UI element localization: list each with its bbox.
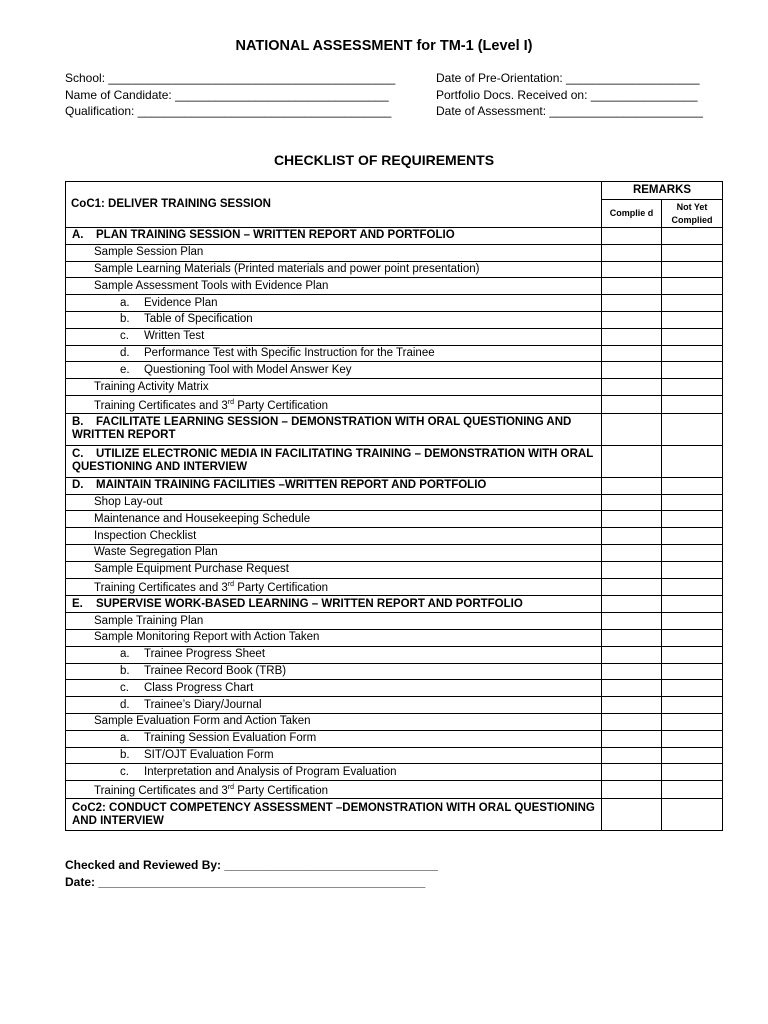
item-letter: b.: [120, 664, 130, 677]
not-yet-complied-checkbox-cell[interactable]: [662, 730, 723, 747]
requirement-text: Evidence Plan: [144, 296, 218, 309]
table-row: [66, 613, 723, 630]
requirement-text: Trainee’s Diary/Journal: [144, 698, 262, 711]
requirement-cell: [66, 311, 602, 328]
complied-checkbox-cell[interactable]: [602, 261, 662, 278]
complied-checkbox-cell[interactable]: [602, 362, 662, 379]
requirement-text: Sample Learning Materials (Printed materials and power point presentation): [94, 262, 480, 275]
requirement-text: Training Certificates and 3rd Party Certification: [94, 581, 328, 595]
not-yet-complied-checkbox-cell[interactable]: [662, 697, 723, 714]
not-yet-complied-checkbox-cell[interactable]: [662, 630, 723, 647]
item-letter: d.: [120, 698, 130, 711]
complied-checkbox-cell[interactable]: [602, 713, 662, 730]
not-yet-complied-checkbox-cell[interactable]: [662, 544, 723, 561]
requirement-text: Class Progress Chart: [144, 681, 254, 694]
item-letter: c.: [120, 330, 129, 343]
complied-checkbox-cell[interactable]: [602, 311, 662, 328]
complied-heading: Complie d: [602, 200, 662, 228]
requirement-text: CoC2: CONDUCT COMPETENCY ASSESSMENT –DEMONSTRATION WITH ORAL QUESTIONING AND INTERVIEW: [72, 801, 595, 827]
not-yet-complied-checkbox-cell[interactable]: [662, 494, 723, 511]
requirement-cell: [66, 544, 602, 561]
requirement-cell: [66, 328, 602, 345]
requirement-text: Performance Test with Specific Instruction for the Trainee: [144, 346, 435, 359]
requirement-text: Interpretation and Analysis of Program Evaluation: [144, 765, 397, 778]
not-yet-complied-checkbox-cell[interactable]: [662, 413, 723, 445]
complied-checkbox-cell[interactable]: [602, 395, 662, 413]
section-letter: D.: [72, 479, 84, 492]
coc1-heading: CoC1: DELIVER TRAINING SESSION: [66, 182, 602, 228]
requirement-cell: [66, 697, 602, 714]
requirement-cell: [66, 561, 602, 578]
complied-checkbox-cell[interactable]: [602, 663, 662, 680]
not-yet-complied-checkbox-cell[interactable]: [662, 261, 723, 278]
requirement-text: Training Session Evaluation Form: [144, 732, 317, 745]
table-row: [66, 781, 723, 799]
table-row: [66, 528, 723, 545]
requirement-text: Shop Lay-out: [94, 495, 163, 508]
complied-checkbox-cell[interactable]: [602, 528, 662, 545]
not-yet-complied-checkbox-cell[interactable]: [662, 781, 723, 799]
requirement-text: Trainee Record Book (TRB): [144, 664, 287, 677]
requirement-cell: [66, 244, 602, 261]
item-letter: c.: [120, 681, 129, 694]
table-row: [66, 228, 723, 245]
complied-checkbox-cell[interactable]: [602, 228, 662, 245]
candidate-name-field[interactable]: Name of Candidate: ________________________________: [65, 87, 389, 102]
requirement-text: Sample Session Plan: [94, 246, 204, 259]
not-yet-complied-checkbox-cell[interactable]: [662, 328, 723, 345]
table-row: [66, 561, 723, 578]
not-yet-complied-checkbox-cell[interactable]: [662, 561, 723, 578]
checklist-title: CHECKLIST OF REQUIREMENTS: [273, 152, 495, 168]
requirement-cell: [66, 445, 602, 477]
complied-checkbox-cell[interactable]: [602, 596, 662, 613]
requirement-text: SUPERVISE WORK-BASED LEARNING – WRITTEN REPORT AND PORTFOLIO: [96, 597, 523, 610]
checked-reviewed-field[interactable]: Checked and Reviewed By: ________________________________: [65, 858, 438, 872]
not-yet-complied-checkbox-cell[interactable]: [662, 379, 723, 396]
not-yet-complied-checkbox-cell[interactable]: [662, 680, 723, 697]
table-row: [66, 630, 723, 647]
requirement-text: Sample Equipment Purchase Request: [94, 563, 289, 576]
complied-checkbox-cell[interactable]: [602, 799, 662, 831]
complied-checkbox-cell[interactable]: [602, 379, 662, 396]
requirement-text: Sample Monitoring Report with Action Taken: [94, 631, 320, 644]
requirement-text: Questioning Tool with Model Answer Key: [144, 363, 352, 376]
table-row: [66, 680, 723, 697]
remarks-heading: REMARKS: [602, 182, 723, 200]
complied-checkbox-cell[interactable]: [602, 544, 662, 561]
table-header-row-1: [66, 182, 723, 200]
requirement-text: Sample Training Plan: [94, 614, 204, 627]
section-letter: B.: [72, 416, 84, 429]
requirement-text: PLAN TRAINING SESSION – WRITTEN REPORT AND PORTFOLIO: [96, 229, 455, 242]
table-row: [66, 578, 723, 596]
complied-checkbox-cell[interactable]: [602, 328, 662, 345]
assessment-date-field[interactable]: Date of Assessment: _______________________: [436, 104, 703, 118]
requirement-cell: [66, 613, 602, 630]
requirement-cell: [66, 395, 602, 413]
not-yet-complied-checkbox-cell[interactable]: [662, 578, 723, 596]
requirement-cell: [66, 295, 602, 312]
requirement-cell: [66, 477, 602, 494]
complied-checkbox-cell[interactable]: [602, 345, 662, 362]
school-field[interactable]: School: ___________________________________________: [65, 71, 396, 85]
table-row: [66, 278, 723, 295]
not-yet-complied-checkbox-cell[interactable]: [662, 295, 723, 312]
table-row: [66, 663, 723, 680]
header-right: [436, 70, 703, 120]
requirement-text: Written Test: [144, 330, 205, 343]
complied-checkbox-cell[interactable]: [602, 295, 662, 312]
table-row: [66, 730, 723, 747]
table-row: [66, 395, 723, 413]
table-row: [66, 477, 723, 494]
requirement-cell: [66, 494, 602, 511]
not-yet-complied-checkbox-cell[interactable]: [662, 613, 723, 630]
requirement-text: MAINTAIN TRAINING FACILITIES –WRITTEN REPORT AND PORTFOLIO: [96, 479, 487, 492]
complied-checkbox-cell[interactable]: [602, 445, 662, 477]
requirement-cell: [66, 663, 602, 680]
table-row: [66, 511, 723, 528]
not-yet-complied-checkbox-cell[interactable]: [662, 528, 723, 545]
complied-checkbox-cell[interactable]: [602, 561, 662, 578]
not-yet-complied-checkbox-cell[interactable]: [662, 646, 723, 663]
complied-checkbox-cell[interactable]: [602, 494, 662, 511]
table-row: [66, 311, 723, 328]
table-row: [66, 799, 723, 831]
document-title: NATIONAL ASSESSMENT for TM-1 (Level I): [235, 38, 533, 54]
table-row: [66, 544, 723, 561]
item-letter: a.: [120, 732, 130, 745]
requirement-text: Trainee Progress Sheet: [144, 648, 266, 661]
table-row: [66, 244, 723, 261]
table-row: [66, 295, 723, 312]
section-letter: A.: [72, 229, 84, 242]
table-row: [66, 328, 723, 345]
requirement-cell: [66, 261, 602, 278]
requirement-cell: [66, 764, 602, 781]
not-yet-complied-checkbox-cell[interactable]: [662, 764, 723, 781]
requirement-text: Maintenance and Housekeeping Schedule: [94, 512, 311, 525]
complied-checkbox-cell[interactable]: [602, 646, 662, 663]
not-yet-complied-checkbox-cell[interactable]: [662, 395, 723, 413]
not-yet-complied-heading: Not Yet Complied: [662, 200, 723, 228]
not-yet-complied-checkbox-cell[interactable]: [662, 228, 723, 245]
section-letter: E.: [72, 597, 83, 610]
requirement-text: Sample Assessment Tools with Evidence Plan: [94, 279, 329, 292]
complied-checkbox-cell[interactable]: [602, 244, 662, 261]
not-yet-complied-checkbox-cell[interactable]: [662, 362, 723, 379]
not-yet-complied-checkbox-cell[interactable]: [662, 747, 723, 764]
table-row: [66, 362, 723, 379]
requirement-cell: [66, 630, 602, 647]
item-letter: b.: [120, 748, 130, 761]
complied-checkbox-cell[interactable]: [602, 630, 662, 647]
requirement-cell: [66, 278, 602, 295]
complied-checkbox-cell[interactable]: [602, 697, 662, 714]
item-letter: a.: [120, 296, 130, 309]
complied-checkbox-cell[interactable]: [602, 747, 662, 764]
item-letter: e.: [120, 363, 130, 376]
not-yet-complied-checkbox-cell[interactable]: [662, 445, 723, 477]
requirement-cell: [66, 646, 602, 663]
requirement-text: Waste Segregation Plan: [94, 546, 218, 559]
not-yet-complied-checkbox-cell[interactable]: [662, 663, 723, 680]
requirement-cell: [66, 228, 602, 245]
requirement-cell: [66, 713, 602, 730]
table-row: [66, 646, 723, 663]
requirement-text: Inspection Checklist: [94, 529, 197, 542]
complied-checkbox-cell[interactable]: [602, 477, 662, 494]
requirement-text: SIT/OJT Evaluation Form: [144, 748, 274, 761]
not-yet-complied-checkbox-cell[interactable]: [662, 278, 723, 295]
requirement-cell: [66, 379, 602, 396]
not-yet-complied-checkbox-cell[interactable]: [662, 511, 723, 528]
qualification-field[interactable]: Qualification: ______________________________________: [65, 104, 392, 118]
requirement-text: Training Certificates and 3rd Party Certification: [94, 784, 328, 797]
header-left: [65, 70, 395, 120]
complied-checkbox-cell[interactable]: [602, 730, 662, 747]
requirement-cell: [66, 680, 602, 697]
requirement-cell: [66, 511, 602, 528]
item-letter: a.: [120, 648, 130, 661]
complied-checkbox-cell[interactable]: [602, 613, 662, 630]
not-yet-complied-checkbox-cell[interactable]: [662, 311, 723, 328]
table-row: [66, 713, 723, 730]
not-yet-complied-checkbox-cell[interactable]: [662, 345, 723, 362]
complied-checkbox-cell[interactable]: [602, 413, 662, 445]
table-row: [66, 261, 723, 278]
item-letter: d.: [120, 346, 130, 359]
complied-checkbox-cell[interactable]: [602, 781, 662, 799]
requirement-cell: [66, 596, 602, 613]
table-row: [66, 494, 723, 511]
portfolio-received-field[interactable]: Portfolio Docs. Received on: ________________: [436, 87, 698, 102]
table-row: [66, 413, 723, 445]
requirement-cell: [66, 799, 602, 831]
requirement-text: Table of Specification: [144, 313, 253, 326]
complied-checkbox-cell[interactable]: [602, 578, 662, 596]
complied-checkbox-cell[interactable]: [602, 278, 662, 295]
not-yet-complied-checkbox-cell[interactable]: [662, 713, 723, 730]
requirement-text: Sample Evaluation Form and Action Taken: [94, 715, 311, 728]
requirement-text: Training Activity Matrix: [94, 380, 209, 393]
requirement-cell: [66, 578, 602, 596]
table-row: [66, 764, 723, 781]
section-letter: C.: [72, 448, 84, 461]
table-row: [66, 697, 723, 714]
requirement-cell: [66, 345, 602, 362]
requirement-text: UTILIZE ELECTRONIC MEDIA IN FACILITATING TRAINING – DEMONSTRATION WITH ORAL QUESTIONING AND INTERVIEW: [72, 448, 594, 474]
item-letter: c.: [120, 765, 129, 778]
requirement-cell: [66, 747, 602, 764]
complied-checkbox-cell[interactable]: [602, 680, 662, 697]
requirement-text: Training Certificates and 3rd Party Certification: [94, 398, 328, 412]
complied-checkbox-cell[interactable]: [602, 511, 662, 528]
requirement-cell: [66, 781, 602, 799]
requirement-cell: [66, 730, 602, 747]
requirements-table: [65, 181, 723, 831]
requirement-cell: [66, 362, 602, 379]
table-row: [66, 596, 723, 613]
not-yet-complied-checkbox-cell[interactable]: [662, 799, 723, 831]
requirement-cell: [66, 528, 602, 545]
table-row: [66, 445, 723, 477]
footer: [65, 857, 438, 891]
table-row: [66, 379, 723, 396]
not-yet-complied-checkbox-cell[interactable]: [662, 244, 723, 261]
complied-checkbox-cell[interactable]: [602, 764, 662, 781]
footer-date-field[interactable]: Date: _________________________________________________: [65, 875, 426, 889]
table-row: [66, 747, 723, 764]
requirement-text: FACILITATE LEARNING SESSION – DEMONSTRATION WITH ORAL QUESTIONING AND WRITTEN REPORT: [72, 416, 572, 442]
not-yet-complied-checkbox-cell[interactable]: [662, 596, 723, 613]
pre-orientation-date-field[interactable]: Date of Pre-Orientation: ____________________: [436, 71, 700, 85]
table-row: [66, 345, 723, 362]
not-yet-complied-checkbox-cell[interactable]: [662, 477, 723, 494]
requirement-cell: [66, 413, 602, 445]
item-letter: b.: [120, 313, 130, 326]
